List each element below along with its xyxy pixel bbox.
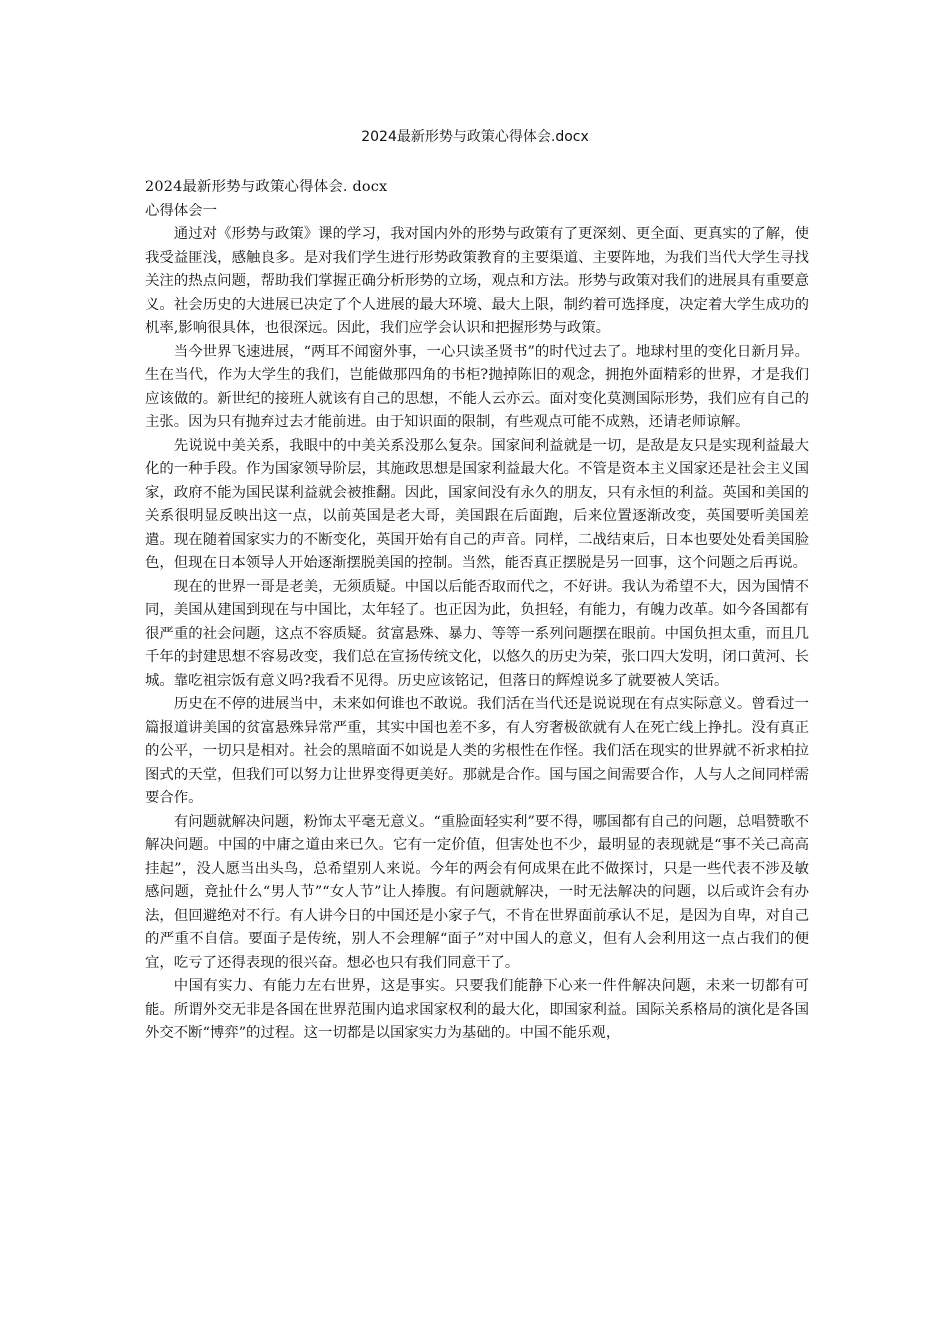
document-body xyxy=(145,176,809,1046)
paragraph-6: 有问题就解决问题，粉饰太平毫无意义。“重脸面轻实利”要不得，哪国都有自己的问题，总唱赞歌不解决问题。中国的中庸之道由来已久。它有一定价值，但害处也不少，最明显的表现就是“事不关己高高挂起”，没人愿当出头鸟，总希望别人来说。今年的两会有何成果在此不做探讨，只是一些代表不涉及敏感问题，竟扯什么“男人节”“女人节”让人捧腹。有问题就解决，一时无法解决的问题，以后或许会有办法，但回避绝对不行。有人讲今日的中国还是小家子气，不肯在世界面前承认不足，是因为自卑，对自己的严重不自信。要面子是传统，别人不会理解“面子”对中国人的意义，但有人会利用这一点占我们的便宜，吃亏了还得表现的很兴奋。想必也只有我们同意干了。 xyxy=(145,813,809,971)
document-subtitle: 2024最新形势与政策心得体会. docx xyxy=(145,179,388,195)
section-heading: 心得体会一 xyxy=(145,202,217,219)
paragraph-4: 现在的世界一哥是老美，无须质疑。中国以后能否取而代之，不好讲。我认为希望不大，因为国情不同，美国从建国到现在与中国比，太年轻了。也正因为此，负担轻，有能力，有魄力改革。如今各国都有很严重的社会问题，这点不容质疑。贫富悬殊、暴力、等等一系列问题摆在眼前。中国负担太重，而且几千年的封建思想不容易改变，我们总在宣扬传统文化，以悠久的历史为荣，张口四大发明，闭口黄河、长城。靠吃祖宗饭有意义吗?我看不见得。历史应该铭记，但落日的辉煌说多了就要被人笑话。 xyxy=(145,578,809,689)
paragraph-5: 历史在不停的进展当中，未来如何谁也不敢说。我们活在当代还是说说现在有点实际意义。曾看过一篇报道讲美国的贫富悬殊异常严重，其实中国也差不多，有人穷奢极欲就有人在死亡线上挣扎。没有真正的公平，一切只是相对。社会的黑暗面不如说是人类的劣根性在作怪。我们活在现实的世界就不祈求柏拉图式的天堂，但我们可以努力让世界变得更美好。那就是合作。国与国之间需要合作，人与人之间同样需要合作。 xyxy=(145,696,809,806)
document-header-title: 2024最新形势与政策心得体会.docx xyxy=(361,129,589,145)
paragraph-1: 通过对《形势与政策》课的学习，我对国内外的形势与政策有了更深刻、更全面、更真实的了解，使我受益匪浅，感触良多。是对我们学生进行形势政策教育的主要渠道、主要阵地，为我们当代大学生寻找关注的热点问题，帮助我们掌握正确分析形势的立场，观点和方法。形势与政策对我们的进展具有重要意义。社会历史的大进展已决定了个人进展的最大环境、最大上限，制约着可选择度，决定着大学生成功的机率,影响很具体，也很深远。因此，我们应学会认识和把握形势与政策。 xyxy=(145,226,809,336)
paragraph-7: 中国有实力、有能力左右世界，这是事实。只要我们能静下心来一件件解决问题，未来一切都有可能。所谓外交无非是各国在世界范围内追求国家权利的最大化，即国家利益。国际关系格局的演化是各国外交不断“博弈”的过程。这一切都是以国家实力为基础的。中国不能乐观， xyxy=(145,978,809,1041)
paragraph-2: 当今世界飞速进展，“两耳不闻窗外事，一心只读圣贤书”的时代过去了。地球村里的变化日新月异。生在当代，作为大学生的我们，岂能做那四角的书柜?抛掉陈旧的观念，拥抱外面精彩的世界，才是我们应该做的。新世纪的接班人就该有自己的思想，不能人云亦云。面对变化莫测国际形势，我们应有自己的主张。因为只有抛弃过去才能前进。由于知识面的限制，有些观点可能不成熟，还请老师谅解。 xyxy=(145,343,809,430)
paragraph-3: 先说说中美关系，我眼中的中美关系没那么复杂。国家间利益就是一切，是敌是友只是实现利益最大化的一种手段。作为国家领导阶层，其施政思想是国家利益最大化。不管是资本主义国家还是社会主义国家，政府不能为国民谋利益就会被推翻。因此，国家间没有永久的朋友，只有永恒的利益。英国和美国的关系很明显反映出这一点，以前英国是老大哥，美国跟在后面跑，后来位置逐渐改变，英国要听美国差遣。现在随着国家实力的不断变化，英国开始有自己的声音。同样，二战结束后，日本也要处处看美国脸色，但现在日本领导人开始逐渐摆脱美国的控制。当然，能否真正摆脱是另一回事，这个问题之后再说。 xyxy=(145,437,809,571)
